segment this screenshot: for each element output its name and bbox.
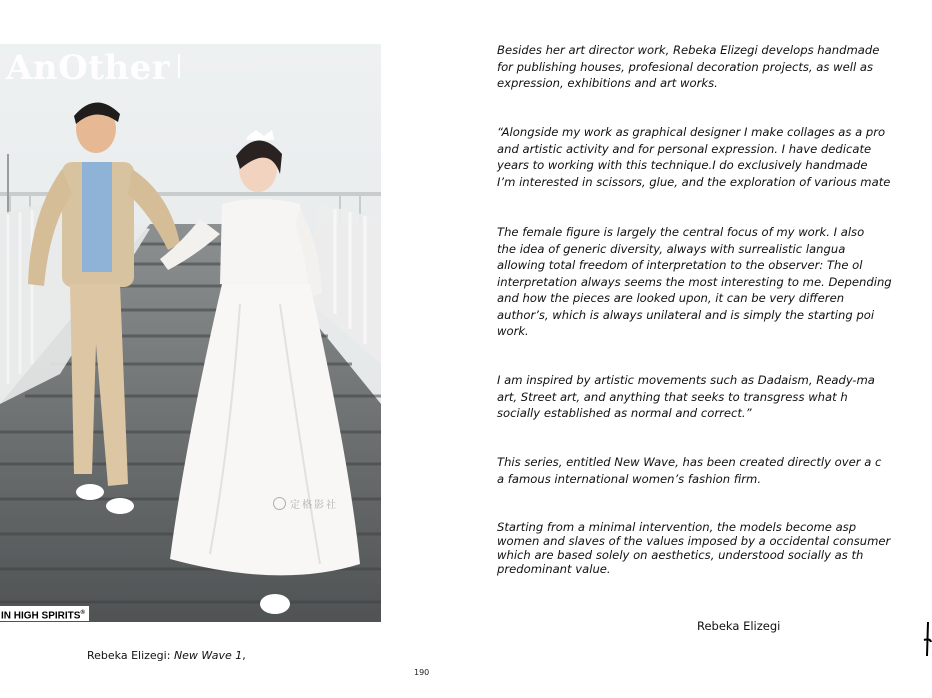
paragraph-line: and how the pieces are looked upon, it can be very differen — [497, 291, 845, 305]
cover-tagline — [0, 606, 89, 621]
article-paragraph — [497, 42, 932, 92]
paragraph-line: The female figure is largely the central focus of my work. I also — [497, 225, 865, 239]
paragraph-line: expression, exhibitions and art works. — [497, 76, 718, 90]
paragraph-line: women and slaves of the values imposed by a occidental consumer — [497, 534, 891, 548]
article-paragraph — [497, 520, 932, 576]
paragraph-line: a famous international women’s fashion firm. — [497, 471, 762, 486]
photo-caption — [87, 649, 246, 662]
caption-prefix: Rebeka Elizegi: — [87, 649, 174, 662]
paragraph-line: predominant value. — [497, 562, 611, 576]
paragraph-line: author’s, which is always unilateral and is simply the starting poi — [497, 307, 875, 322]
paragraph-line: allowing total freedom of interpretation to the observer: The ol — [497, 258, 863, 272]
article-paragraph — [497, 372, 932, 422]
paragraph-line: “Alongside my work as graphical designer I make collages as a pro — [497, 125, 886, 139]
paragraph-line: This series, entitled New Wave, has been created directly over a c — [497, 455, 882, 469]
paragraph-line: socially established as normal and correct.” — [497, 406, 752, 420]
paragraph-line: work. — [497, 324, 529, 338]
paragraph-line: years to working with this technique.I do exclusively handmade — [497, 158, 868, 172]
paragraph-line: I am inspired by artistic movements such as Dadaism, Ready-ma — [497, 373, 875, 387]
paragraph-line: I’m interested in scissors, glue, and the exploration of various mate — [497, 174, 891, 189]
page-number: 190 — [414, 668, 430, 677]
paragraph-line: Besides her art director work, Rebeka Elizegi develops handmade — [497, 43, 880, 57]
photographer-watermark — [273, 496, 338, 511]
paragraph-line: Starting from a minimal intervention, the models become asp — [497, 520, 857, 534]
watermark-ring-icon — [273, 497, 286, 510]
paragraph-line: which are based solely on aesthetics, understood socially as th — [497, 548, 864, 562]
paragraph-line: interpretation always seems the most interesting to me. Depending — [497, 274, 892, 289]
article-paragraph — [497, 124, 932, 190]
paragraph-line: and artistic activity and for personal expression. I have dedicate — [497, 141, 872, 156]
article-paragraph — [497, 454, 932, 487]
article-paragraph — [497, 224, 932, 340]
cover-photo — [0, 44, 381, 622]
watermark-text: 定格影社 — [290, 500, 338, 511]
caption-title: New Wave 1 — [173, 649, 243, 662]
wedding-photo-illustration — [0, 44, 381, 622]
tagline-text: IN HIGH SPIRITS — [1, 610, 81, 622]
article-author: Rebeka Elizegi — [697, 619, 781, 633]
caption-suffix: , — [242, 649, 246, 662]
masthead-logo: AnOther — [6, 48, 171, 88]
signature-mark-icon — [918, 620, 932, 660]
paragraph-line: for publishing houses, profesional decoration projects, as well as — [497, 59, 874, 74]
paragraph-line: art, Street art, and anything that seeks to transgress what h — [497, 389, 848, 404]
paragraph-line: the idea of generic diversity, always with surrealistic langua — [497, 241, 846, 256]
tagline-registered-mark: ® — [80, 610, 85, 616]
masthead-divider — [178, 54, 180, 78]
